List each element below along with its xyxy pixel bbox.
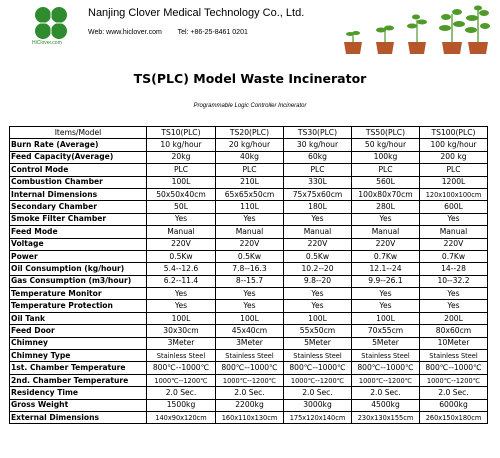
table-cell: Yes bbox=[420, 288, 488, 300]
table-cell: Yes bbox=[147, 288, 216, 300]
table-cell: 50 kg/hour bbox=[352, 139, 420, 151]
table-cell: Manual bbox=[352, 226, 420, 238]
table-cell: 110L bbox=[216, 201, 284, 213]
table-cell: 800℃--1000℃ bbox=[284, 362, 352, 374]
row-label: Power bbox=[10, 250, 147, 262]
table-cell: 2.0 Sec. bbox=[420, 387, 488, 399]
row-label: Residency Time bbox=[10, 387, 147, 399]
table-cell: 220V bbox=[147, 238, 216, 250]
table-cell: Yes bbox=[147, 213, 216, 225]
row-label: Feed Door bbox=[10, 325, 147, 337]
table-row bbox=[10, 176, 488, 188]
table-cell: 260x150x180cm bbox=[420, 411, 488, 423]
table-cell: 0.7Kw bbox=[352, 250, 420, 262]
table-cell: 1000℃--1200℃ bbox=[216, 374, 284, 386]
table-cell: 6.2--11.4 bbox=[147, 275, 216, 287]
header-cell: TS20(PLC) bbox=[216, 127, 284, 139]
table-cell: 12.1--24 bbox=[352, 263, 420, 275]
row-label: Internal Dimensions bbox=[10, 188, 147, 200]
table-cell: Manual bbox=[147, 226, 216, 238]
table-cell: 4500kg bbox=[352, 399, 420, 411]
table-cell: 200L bbox=[420, 312, 488, 324]
table-cell: PLC bbox=[284, 164, 352, 176]
table-cell: 560L bbox=[352, 176, 420, 188]
row-label: Oil Tank bbox=[10, 312, 147, 324]
table-row bbox=[10, 151, 488, 163]
table-cell: 60kg bbox=[284, 151, 352, 163]
table-cell: 10.2--20 bbox=[284, 263, 352, 275]
table-cell: 800℃--1000℃ bbox=[352, 362, 420, 374]
table-cell: Stainless Steel bbox=[216, 350, 284, 362]
table-cell: 0.5Kw bbox=[284, 250, 352, 262]
table-cell: 220V bbox=[352, 238, 420, 250]
table-cell: 1000℃--1200℃ bbox=[147, 374, 216, 386]
table-cell: 800℃--1000℃ bbox=[420, 362, 488, 374]
table-cell: 2.0 Sec. bbox=[216, 387, 284, 399]
table-cell: 14--28 bbox=[420, 263, 488, 275]
row-label: Secondary Chamber bbox=[10, 201, 147, 213]
table-cell: 1500kg bbox=[147, 399, 216, 411]
table-row bbox=[10, 275, 488, 287]
table-cell: 100x80x70cm bbox=[352, 188, 420, 200]
table-cell: 600L bbox=[420, 201, 488, 213]
table-cell: 1000℃--1200℃ bbox=[420, 374, 488, 386]
row-label: Smoke Filter Chamber bbox=[10, 213, 147, 225]
table-cell: 30x30cm bbox=[147, 325, 216, 337]
table-row bbox=[10, 164, 488, 176]
header-cell: TS30(PLC) bbox=[284, 127, 352, 139]
table-cell: 20 kg/hour bbox=[216, 139, 284, 151]
table-cell: 10--32.2 bbox=[420, 275, 488, 287]
table-cell: 9.9--26.1 bbox=[352, 275, 420, 287]
table-cell: PLC bbox=[420, 164, 488, 176]
table-cell: 175x120x140cm bbox=[284, 411, 352, 423]
web-label: Web: bbox=[88, 29, 105, 36]
table-cell: 100L bbox=[352, 312, 420, 324]
table-cell: 10 kg/hour bbox=[147, 139, 216, 151]
table-cell: Manual bbox=[420, 226, 488, 238]
table-cell: 230x130x155cm bbox=[352, 411, 420, 423]
table-cell: 280L bbox=[352, 201, 420, 213]
spec-table bbox=[9, 126, 488, 424]
table-row bbox=[10, 312, 488, 324]
row-label: 2nd. Chamber Temperature bbox=[10, 374, 147, 386]
table-cell: 100L bbox=[216, 312, 284, 324]
table-cell: 100L bbox=[147, 312, 216, 324]
table-cell: Yes bbox=[284, 288, 352, 300]
page-title: TS(PLC) Model Waste Incinerator bbox=[133, 71, 367, 86]
header-cell: TS100(PLC) bbox=[420, 127, 488, 139]
table-header-row bbox=[10, 127, 488, 139]
pot-3 bbox=[407, 15, 427, 55]
pot-1 bbox=[344, 31, 362, 54]
table-cell: 2.0 Sec. bbox=[147, 387, 216, 399]
header-cell: TS50(PLC) bbox=[352, 127, 420, 139]
pot-2 bbox=[376, 26, 394, 55]
table-cell: 1200L bbox=[420, 176, 488, 188]
web-url[interactable]: www.hiclover.com bbox=[106, 29, 162, 36]
table-cell: 8--15.7 bbox=[216, 275, 284, 287]
table-cell: 1000℃--1200℃ bbox=[352, 374, 420, 386]
table-cell: Stainless Steel bbox=[147, 350, 216, 362]
letterhead bbox=[0, 0, 500, 58]
table-cell: PLC bbox=[216, 164, 284, 176]
table-cell: 800℃--1000℃ bbox=[216, 362, 284, 374]
table-cell: 7.8--16.3 bbox=[216, 263, 284, 275]
row-label: Temperature Monitor bbox=[10, 288, 147, 300]
table-cell: Yes bbox=[420, 213, 488, 225]
row-label: Combustion Chamber bbox=[10, 176, 147, 188]
table-cell: Yes bbox=[147, 300, 216, 312]
table-body bbox=[10, 139, 488, 424]
table-row bbox=[10, 238, 488, 250]
table-cell: 100L bbox=[284, 312, 352, 324]
table-cell: 180L bbox=[284, 201, 352, 213]
row-label: Feed Capacity(Average) bbox=[10, 151, 147, 163]
table-cell: 220V bbox=[420, 238, 488, 250]
table-row bbox=[10, 399, 488, 411]
table-cell: PLC bbox=[147, 164, 216, 176]
table-row bbox=[10, 350, 488, 362]
table-cell: Yes bbox=[352, 288, 420, 300]
table-cell: PLC bbox=[352, 164, 420, 176]
row-label: Chimney bbox=[10, 337, 147, 349]
row-label: Temperature Protection bbox=[10, 300, 147, 312]
table-cell: 5.4--12.6 bbox=[147, 263, 216, 275]
table-row bbox=[10, 300, 488, 312]
table-cell: 100kg bbox=[352, 151, 420, 163]
table-row bbox=[10, 337, 488, 349]
row-label: Gross Weight bbox=[10, 399, 147, 411]
row-label: External Dimensions bbox=[10, 411, 147, 423]
table-cell: 2.0 Sec. bbox=[352, 387, 420, 399]
table-cell: 3000kg bbox=[284, 399, 352, 411]
table-cell: 50x50x40cm bbox=[147, 188, 216, 200]
table-row bbox=[10, 226, 488, 238]
table-cell: 220V bbox=[284, 238, 352, 250]
table-cell: Stainless Steel bbox=[352, 350, 420, 362]
table-cell: Yes bbox=[420, 300, 488, 312]
row-label: Control Mode bbox=[10, 164, 147, 176]
table-cell: 20kg bbox=[147, 151, 216, 163]
table-cell: 30 kg/hour bbox=[284, 139, 352, 151]
table-cell: Manual bbox=[216, 226, 284, 238]
table-cell: 6000kg bbox=[420, 399, 488, 411]
table-cell: 1000℃--1200℃ bbox=[284, 374, 352, 386]
table-cell: 3Meter bbox=[147, 337, 216, 349]
seedling-pots-icon bbox=[340, 4, 490, 56]
table-cell: 800℃--1000℃ bbox=[147, 362, 216, 374]
table-cell: 100 kg/hour bbox=[420, 139, 488, 151]
table-row bbox=[10, 201, 488, 213]
table-row bbox=[10, 288, 488, 300]
table-row bbox=[10, 387, 488, 399]
row-label: Oil Consumption (kg/hour) bbox=[10, 263, 147, 275]
table-cell: 100L bbox=[147, 176, 216, 188]
row-label: 1st. Chamber Temperature bbox=[10, 362, 147, 374]
tel-label: Tel: bbox=[177, 29, 189, 36]
contact-line bbox=[88, 29, 248, 36]
table-cell: Yes bbox=[352, 300, 420, 312]
table-row bbox=[10, 139, 488, 151]
table-cell: 9.8--20 bbox=[284, 275, 352, 287]
table-cell: 0.5Kw bbox=[147, 250, 216, 262]
header-cell: TS10(PLC) bbox=[147, 127, 216, 139]
table-cell: 0.5Kw bbox=[216, 250, 284, 262]
row-label: Feed Mode bbox=[10, 226, 147, 238]
table-cell: 210L bbox=[216, 176, 284, 188]
table-cell: 5Meter bbox=[352, 337, 420, 349]
table-cell: Yes bbox=[216, 300, 284, 312]
table-row bbox=[10, 250, 488, 262]
table-cell: 65x65x50cm bbox=[216, 188, 284, 200]
pot-5 bbox=[465, 6, 490, 55]
table-cell: Yes bbox=[216, 288, 284, 300]
company-name: Nanjing Clover Medical Technology Co., Ltd. bbox=[88, 7, 305, 19]
table-cell: Manual bbox=[284, 226, 352, 238]
table-cell: 330L bbox=[284, 176, 352, 188]
table-row bbox=[10, 213, 488, 225]
page-subtitle: Programmable Logic Controller Incinerator bbox=[193, 103, 307, 109]
table-cell: 55x50cm bbox=[284, 325, 352, 337]
row-label: Chimney Type bbox=[10, 350, 147, 362]
row-label: Voltage bbox=[10, 238, 147, 250]
logo-text: HiClover.com bbox=[32, 40, 62, 46]
table-cell: 50L bbox=[147, 201, 216, 213]
table-cell: 2200kg bbox=[216, 399, 284, 411]
table-cell: Stainless Steel bbox=[284, 350, 352, 362]
row-label: Gas Consumption (m3/hour) bbox=[10, 275, 147, 287]
table-row bbox=[10, 263, 488, 275]
table-cell: 10Meter bbox=[420, 337, 488, 349]
table-cell: 40kg bbox=[216, 151, 284, 163]
table-cell: Yes bbox=[284, 213, 352, 225]
table-cell: 120x100x100cm bbox=[420, 188, 488, 200]
table-cell: 80x60cm bbox=[420, 325, 488, 337]
table-cell: Yes bbox=[352, 213, 420, 225]
table-cell: Stainless Steel bbox=[420, 350, 488, 362]
table-cell: Yes bbox=[284, 300, 352, 312]
header-cell: Items/Model bbox=[10, 127, 147, 139]
table-row bbox=[10, 362, 488, 374]
table-cell: 3Meter bbox=[216, 337, 284, 349]
table-row bbox=[10, 374, 488, 386]
table-cell: 160x110x130cm bbox=[216, 411, 284, 423]
pot-4 bbox=[439, 9, 465, 54]
table-row bbox=[10, 325, 488, 337]
table-cell: 2.0 Sec. bbox=[284, 387, 352, 399]
table-cell: 200 kg bbox=[420, 151, 488, 163]
tel-number: +86-25-8461 0201 bbox=[190, 29, 248, 36]
table-cell: 75x75x60cm bbox=[284, 188, 352, 200]
table-cell: 140x90x120cm bbox=[147, 411, 216, 423]
table-cell: 220V bbox=[216, 238, 284, 250]
table-row bbox=[10, 188, 488, 200]
table-cell: 45x40cm bbox=[216, 325, 284, 337]
table-row bbox=[10, 411, 488, 423]
table-cell: 0.7Kw bbox=[420, 250, 488, 262]
row-label: Burn Rate (Average) bbox=[10, 139, 147, 151]
table-cell: 70x55cm bbox=[352, 325, 420, 337]
table-cell: Yes bbox=[216, 213, 284, 225]
table-cell: 5Meter bbox=[284, 337, 352, 349]
